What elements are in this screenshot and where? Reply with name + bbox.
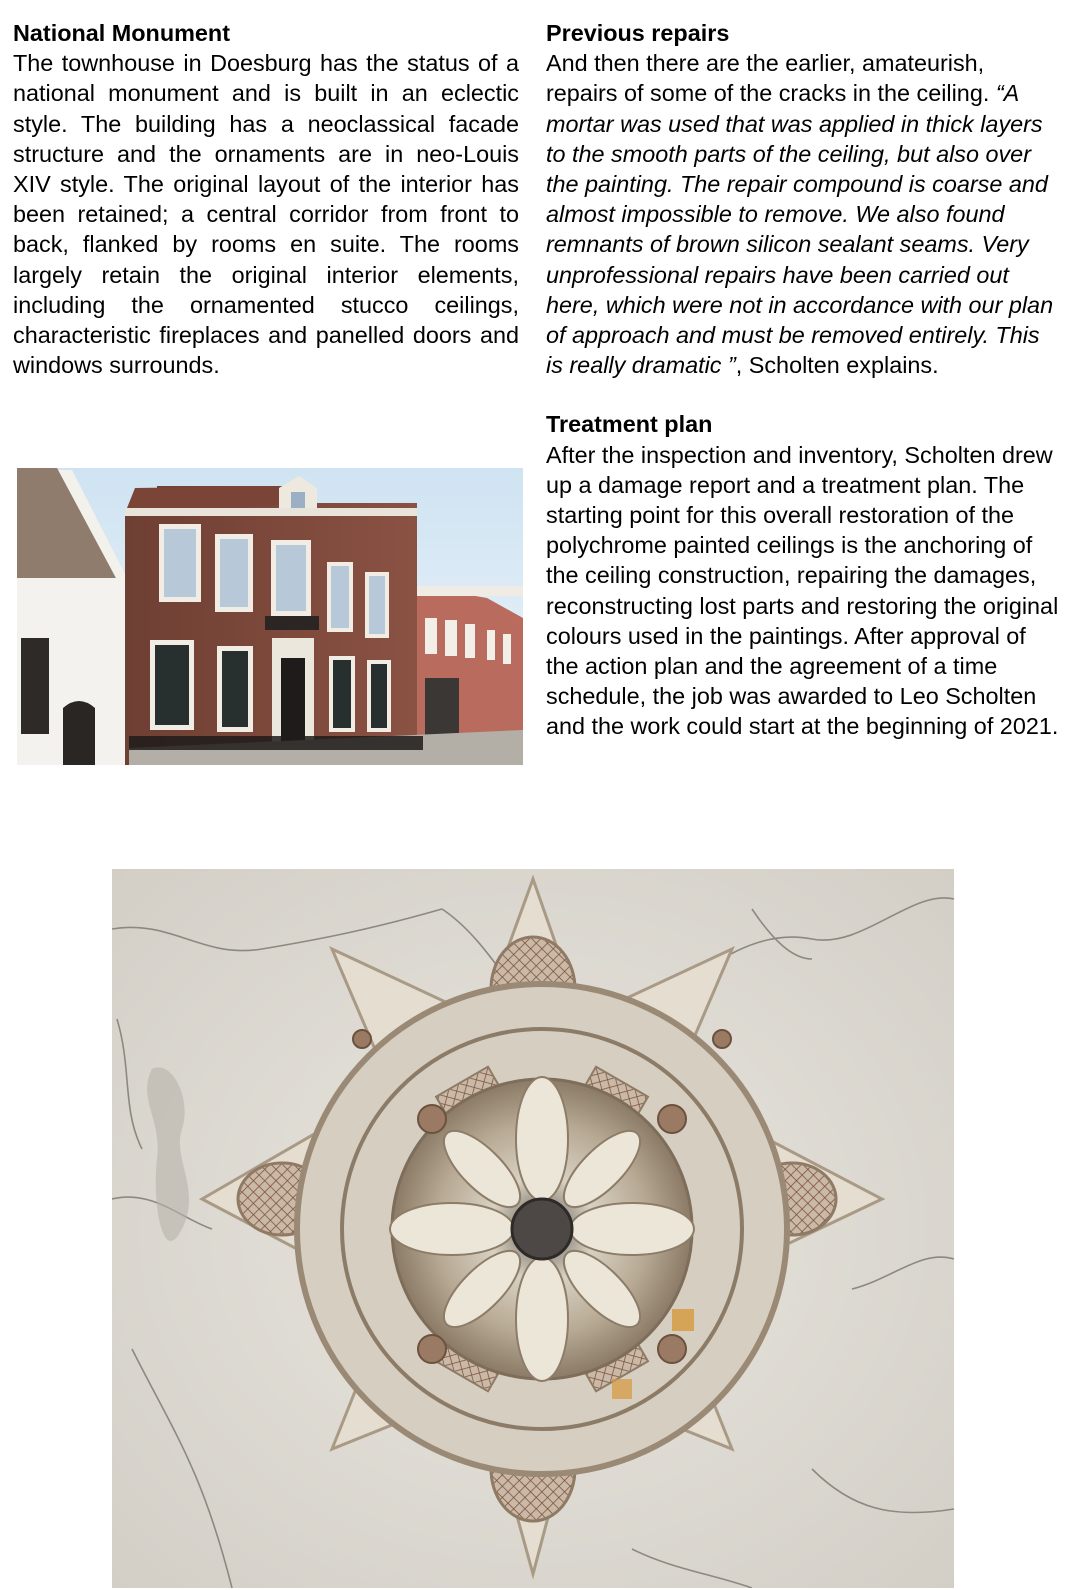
previous-repairs-intro: And then there are the earlier, amateurish, repairs of some of the cracks in the ceiling.: [546, 50, 990, 107]
treatment-plan-heading: Treatment plan: [546, 411, 713, 438]
right-column: [546, 18, 1061, 742]
previous-repairs-text: [546, 48, 1061, 380]
national-monument-text: The townhouse in Doesburg has the status of a national monument and is built in an eclectic style. The building has a neoclassical facade structure and the ornaments are in neo-Louis XIV style. The original layout of the interior has been retained; a central corridor from front to back, flanked by rooms en suite. The rooms largely retain the original interior elements, including the ornamented stucco ceilings, characteristic fireplaces and panelled doors and windows surrounds.: [13, 50, 519, 379]
ceiling-rosette-photo: [112, 869, 954, 1588]
left-column: [13, 18, 519, 380]
townhouse-photo: [17, 468, 523, 765]
quote-attribution: , Scholten explains.: [735, 352, 939, 379]
treatment-plan-text: After the inspection and inventory, Scholten drew up a damage report and a treatment plan. The starting point for this overall restoration of the polychrome painted ceilings is the anchoring of the ceiling construction, repairing the damages, reconstructing lost parts and restoring the original colours used in the paintings. After approval of the action plan and the agreement of a time schedule, the job was awarded to Leo Scholten and the work could start at the beginning of 2021.: [546, 441, 1059, 740]
scholten-quote: “A mortar was used that was applied in thick layers to the smooth parts of the ceiling, but also over the painting. The repair compound is coarse and almost impossible to remove. We also found remnants of brown silicon sealant seams. Very unprofessional repairs have been carried out here, which were not in accordance with our plan of approach and must be removed entirely. This is really dramatic ”: [546, 80, 1054, 379]
previous-repairs-heading: Previous repairs: [546, 20, 730, 46]
national-monument-heading: National Monument: [13, 20, 231, 46]
